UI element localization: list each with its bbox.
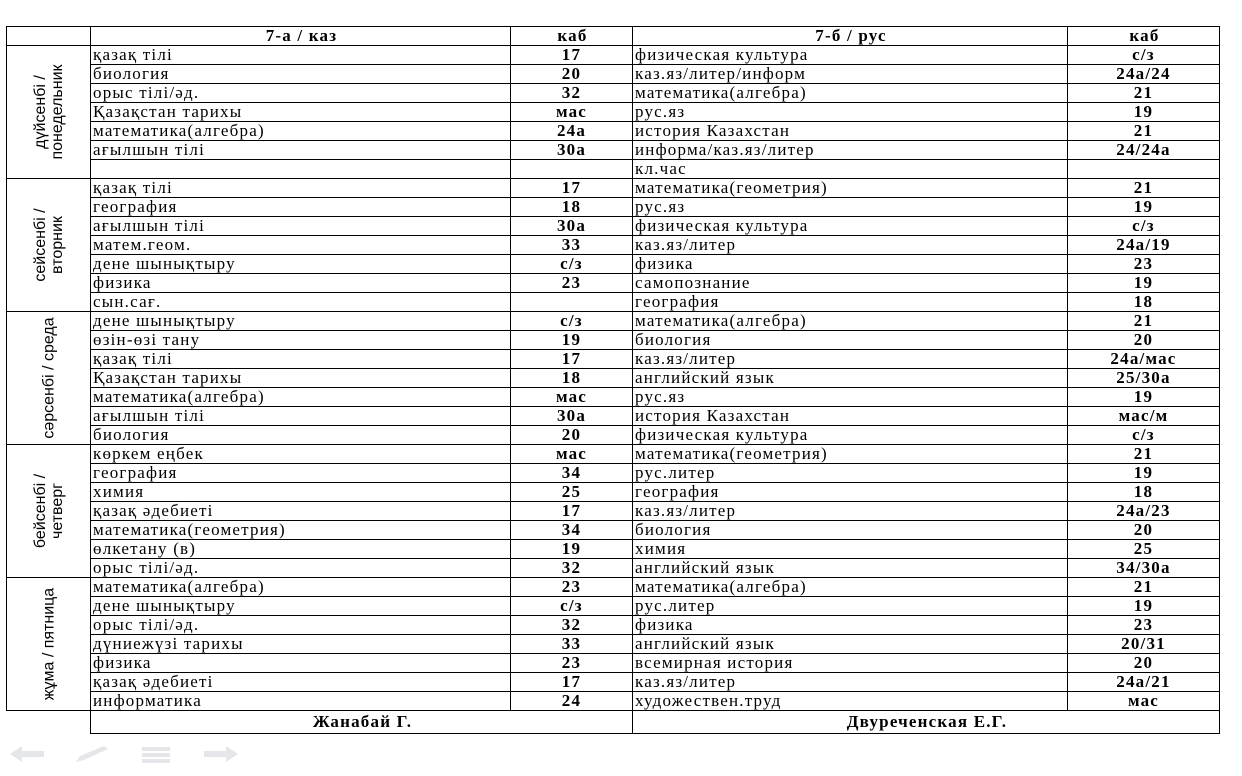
- subject-a: қазақ тілі: [91, 46, 511, 65]
- day-label-cell: [7, 578, 91, 711]
- cab-a: 32: [511, 559, 633, 578]
- cab-a: 17: [511, 46, 633, 65]
- lesson-row: [7, 103, 1220, 122]
- subject-a: қазақ тілі: [91, 179, 511, 198]
- cab-b: 20: [1068, 654, 1220, 673]
- teacher-a: Жанабай Г.: [91, 711, 633, 734]
- subject-b: физическая культура: [633, 46, 1068, 65]
- subject-b: биология: [633, 331, 1068, 350]
- corner-cell: [7, 27, 91, 46]
- lesson-row: [7, 502, 1220, 521]
- lesson-row: [7, 559, 1220, 578]
- subject-b: рус.яз: [633, 198, 1068, 217]
- cab-a-header: каб: [511, 27, 633, 46]
- header-row: [7, 27, 1220, 46]
- day-label-cell: [7, 179, 91, 312]
- cab-b: с/з: [1068, 217, 1220, 236]
- cab-b: 24а/24: [1068, 65, 1220, 84]
- subject-a: қазақ әдебиеті: [91, 673, 511, 692]
- subject-b: история Казахстан: [633, 122, 1068, 141]
- cab-a: с/з: [511, 597, 633, 616]
- cab-a: 20: [511, 65, 633, 84]
- cab-a: 20: [511, 426, 633, 445]
- cab-a: 24а: [511, 122, 633, 141]
- lesson-row: [7, 312, 1220, 331]
- subject-a: физика: [91, 654, 511, 673]
- cab-b: 24а/23: [1068, 502, 1220, 521]
- subject-a: қазақ әдебиеті: [91, 502, 511, 521]
- subject-b: химия: [633, 540, 1068, 559]
- subject-b: информа/каз.яз/литер: [633, 141, 1068, 160]
- subject-b: физика: [633, 616, 1068, 635]
- cab-b: 21: [1068, 122, 1220, 141]
- subject-b: биология: [633, 521, 1068, 540]
- subject-a: математика(геометрия): [91, 521, 511, 540]
- subject-a: география: [91, 198, 511, 217]
- cab-a: 32: [511, 84, 633, 103]
- subject-b: математика(геометрия): [633, 445, 1068, 464]
- cab-b: 25: [1068, 540, 1220, 559]
- cab-b: 19: [1068, 388, 1220, 407]
- cab-b: 24а/мас: [1068, 350, 1220, 369]
- subject-a: өлкетану (в): [91, 540, 511, 559]
- subject-a: химия: [91, 483, 511, 502]
- lesson-row: [7, 141, 1220, 160]
- subject-b: физическая культура: [633, 426, 1068, 445]
- teacher-b: Двуреченская Е.Г.: [633, 711, 1220, 734]
- lesson-row: [7, 65, 1220, 84]
- subject-b: кл.час: [633, 160, 1068, 179]
- cab-b: 19: [1068, 597, 1220, 616]
- lesson-row: [7, 236, 1220, 255]
- lesson-row: [7, 426, 1220, 445]
- cab-a: мас: [511, 103, 633, 122]
- cab-b: мас: [1068, 692, 1220, 711]
- subject-a: физика: [91, 274, 511, 293]
- subject-a: дүниежүзі тарихы: [91, 635, 511, 654]
- subject-b: каз.яз/литер: [633, 673, 1068, 692]
- day-label: сәрсенбі / среда: [40, 317, 57, 439]
- cab-b: 19: [1068, 464, 1220, 483]
- subject-a: география: [91, 464, 511, 483]
- lesson-row: [7, 160, 1220, 179]
- cab-a: 30а: [511, 407, 633, 426]
- day-label-cell: [7, 312, 91, 445]
- subject-a: қазақ тілі: [91, 350, 511, 369]
- lesson-row: [7, 540, 1220, 559]
- cab-b-header: каб: [1068, 27, 1220, 46]
- lesson-row: [7, 274, 1220, 293]
- subject-a: матем.геом.: [91, 236, 511, 255]
- cab-b: 20: [1068, 521, 1220, 540]
- subject-a: Қазақстан тарихы: [91, 103, 511, 122]
- lesson-row: [7, 179, 1220, 198]
- subject-a: ағылшын тілі: [91, 217, 511, 236]
- cab-b: 24а/21: [1068, 673, 1220, 692]
- cab-b: 23: [1068, 255, 1220, 274]
- subject-b: география: [633, 293, 1068, 312]
- subject-b: рус.литер: [633, 464, 1068, 483]
- subject-a: орыс тілі/әд.: [91, 559, 511, 578]
- subject-a: дене шынықтыру: [91, 312, 511, 331]
- cab-a: 24: [511, 692, 633, 711]
- lesson-row: [7, 464, 1220, 483]
- cab-a: 23: [511, 578, 633, 597]
- cab-a: мас: [511, 388, 633, 407]
- subject-a: биология: [91, 65, 511, 84]
- cab-a: 17: [511, 502, 633, 521]
- cab-b: 19: [1068, 198, 1220, 217]
- subject-b: каз.яз/литер/информ: [633, 65, 1068, 84]
- subject-b: английский язык: [633, 369, 1068, 388]
- subject-a: көркем еңбек: [91, 445, 511, 464]
- class-b-header: 7-б / рус: [633, 27, 1068, 46]
- lesson-row: [7, 654, 1220, 673]
- day-label: дүйсенбі / понедельник: [31, 64, 66, 160]
- cab-b: 21: [1068, 445, 1220, 464]
- footer-blank: [7, 711, 91, 734]
- subject-a: ағылшын тілі: [91, 407, 511, 426]
- cab-b: 21: [1068, 312, 1220, 331]
- lesson-row: [7, 198, 1220, 217]
- lesson-row: [7, 597, 1220, 616]
- day-label-cell: [7, 46, 91, 179]
- cab-a: мас: [511, 445, 633, 464]
- lesson-row: [7, 616, 1220, 635]
- lesson-row: [7, 692, 1220, 711]
- lesson-row: [7, 388, 1220, 407]
- cab-b: 24а/19: [1068, 236, 1220, 255]
- cab-a: 17: [511, 350, 633, 369]
- cab-b: с/з: [1068, 426, 1220, 445]
- subject-b: история Казахстан: [633, 407, 1068, 426]
- subject-b: география: [633, 483, 1068, 502]
- next-arrow-icon[interactable]: [200, 744, 240, 764]
- subject-a: математика(алгебра): [91, 578, 511, 597]
- slide-nav: [8, 742, 240, 766]
- cab-a: [511, 160, 633, 179]
- cab-a: 17: [511, 179, 633, 198]
- cab-b: с/з: [1068, 46, 1220, 65]
- cab-a: 19: [511, 331, 633, 350]
- subject-b: всемирная история: [633, 654, 1068, 673]
- lesson-row: [7, 255, 1220, 274]
- subject-a: математика(алгебра): [91, 388, 511, 407]
- cab-a: 18: [511, 198, 633, 217]
- cab-b: 18: [1068, 293, 1220, 312]
- subject-b: физическая культура: [633, 217, 1068, 236]
- class-a-header: 7-а / каз: [91, 27, 511, 46]
- cab-b: 20/31: [1068, 635, 1220, 654]
- lesson-row: [7, 369, 1220, 388]
- lesson-row: [7, 84, 1220, 103]
- menu-icon[interactable]: [136, 744, 176, 764]
- subject-a: [91, 160, 511, 179]
- cab-a: 34: [511, 521, 633, 540]
- cab-b: 25/30а: [1068, 369, 1220, 388]
- lesson-row: [7, 578, 1220, 597]
- subject-a: дене шынықтыру: [91, 255, 511, 274]
- subject-a: математика(алгебра): [91, 122, 511, 141]
- lesson-row: [7, 673, 1220, 692]
- cab-b: [1068, 160, 1220, 179]
- cab-b: 21: [1068, 179, 1220, 198]
- subject-a: орыс тілі/әд.: [91, 84, 511, 103]
- day-label-cell: [7, 445, 91, 578]
- subject-a: дене шынықтыру: [91, 597, 511, 616]
- subject-b: рус.яз: [633, 103, 1068, 122]
- cab-a: с/з: [511, 255, 633, 274]
- day-label: жұма / пятница: [40, 587, 57, 701]
- cab-a: 33: [511, 635, 633, 654]
- cab-a: 18: [511, 369, 633, 388]
- subject-b: рус.яз: [633, 388, 1068, 407]
- lesson-row: [7, 46, 1220, 65]
- cab-a: 30а: [511, 141, 633, 160]
- lesson-row: [7, 331, 1220, 350]
- subject-b: художествен.труд: [633, 692, 1068, 711]
- subject-a: биология: [91, 426, 511, 445]
- cab-a: 23: [511, 654, 633, 673]
- subject-b: математика(алгебра): [633, 84, 1068, 103]
- subject-b: математика(алгебра): [633, 312, 1068, 331]
- cab-a: 33: [511, 236, 633, 255]
- cab-b: 24/24а: [1068, 141, 1220, 160]
- lesson-row: [7, 350, 1220, 369]
- cab-a: 30а: [511, 217, 633, 236]
- lesson-row: [7, 122, 1220, 141]
- lesson-row: [7, 483, 1220, 502]
- cab-b: 20: [1068, 331, 1220, 350]
- cab-a: 19: [511, 540, 633, 559]
- cab-a: с/з: [511, 312, 633, 331]
- lesson-row: [7, 217, 1220, 236]
- cab-a: [511, 293, 633, 312]
- day-label: сейсенбі / вторник: [31, 208, 66, 282]
- lesson-row: [7, 407, 1220, 426]
- footer-row: [7, 711, 1220, 734]
- lesson-row: [7, 445, 1220, 464]
- subject-b: каз.яз/литер: [633, 236, 1068, 255]
- cab-a: 25: [511, 483, 633, 502]
- subject-a: информатика: [91, 692, 511, 711]
- subject-b: каз.яз/литер: [633, 502, 1068, 521]
- cab-a: 23: [511, 274, 633, 293]
- schedule-table: [6, 26, 1220, 734]
- subject-b: физика: [633, 255, 1068, 274]
- pen-icon[interactable]: [72, 744, 112, 764]
- cab-a: 17: [511, 673, 633, 692]
- subject-a: Қазақстан тарихы: [91, 369, 511, 388]
- subject-a: орыс тілі/әд.: [91, 616, 511, 635]
- day-label: бейсенбі / четверг: [31, 473, 66, 549]
- subject-b: математика(алгебра): [633, 578, 1068, 597]
- prev-arrow-icon[interactable]: [8, 744, 48, 764]
- subject-b: английский язык: [633, 559, 1068, 578]
- lesson-row: [7, 293, 1220, 312]
- cab-b: 19: [1068, 103, 1220, 122]
- subject-a: сын.сағ.: [91, 293, 511, 312]
- subject-b: английский язык: [633, 635, 1068, 654]
- cab-a: 32: [511, 616, 633, 635]
- lesson-row: [7, 635, 1220, 654]
- subject-b: математика(геометрия): [633, 179, 1068, 198]
- subject-b: каз.яз/литер: [633, 350, 1068, 369]
- subject-b: самопознание: [633, 274, 1068, 293]
- subject-a: өзін-өзі тану: [91, 331, 511, 350]
- cab-b: мас/м: [1068, 407, 1220, 426]
- cab-b: 21: [1068, 578, 1220, 597]
- cab-b: 18: [1068, 483, 1220, 502]
- cab-a: 34: [511, 464, 633, 483]
- cab-b: 19: [1068, 274, 1220, 293]
- cab-b: 34/30а: [1068, 559, 1220, 578]
- lesson-row: [7, 521, 1220, 540]
- cab-b: 23: [1068, 616, 1220, 635]
- subject-a: ағылшын тілі: [91, 141, 511, 160]
- subject-b: рус.литер: [633, 597, 1068, 616]
- cab-b: 21: [1068, 84, 1220, 103]
